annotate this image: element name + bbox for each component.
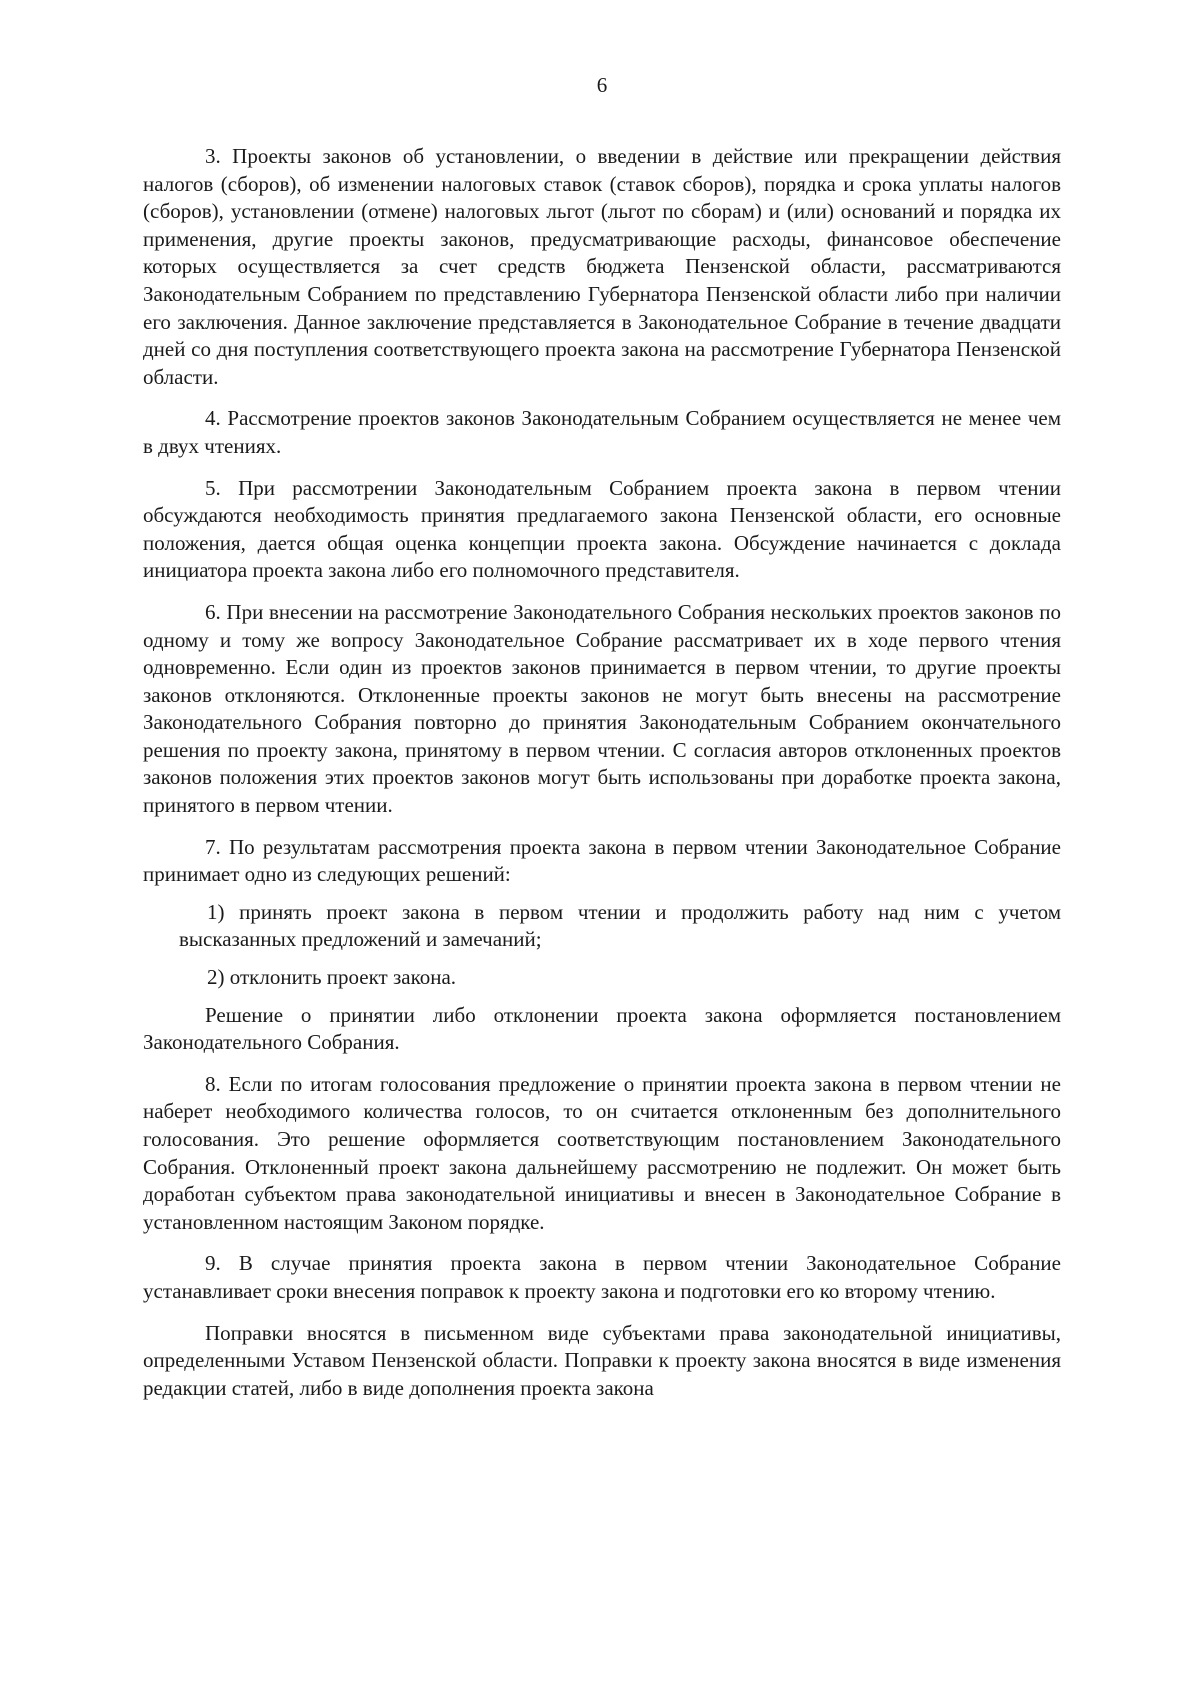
paragraph-5: 5. При рассмотрении Законодательным Собранием проекта закона в первом чтении обсуждаются необходимость принятия предлагаемого закона Пензенской области, его основные положения, дается общая оценка концепции проекта закона. Обсуждение начинается с доклада инициатора проекта закона либо его полномочного представителя.	[143, 475, 1061, 583]
paragraph-9-amendments: Поправки вносятся в письменном виде субъектами права законодательной инициативы, определенными Уставом Пензенской области. Поправки к проекту закона вносятся в виде изменения редакции статей, либо в виде дополнения проекта закона	[143, 1320, 1061, 1400]
list-item-2: 2) отклонить проект закона.	[207, 965, 457, 990]
paragraph-7: 7. По результатам рассмотрения проекта закона в первом чтении Законодательное Собрание принимает одно из следующих решений:	[143, 834, 1061, 887]
page-number: 6	[596, 73, 608, 97]
paragraph-9: 9. В случае принятия проекта закона в первом чтении Законодательное Собрание устанавливает сроки внесения поправок к проекту закона и подготовки его ко второму чтению.	[143, 1251, 1061, 1303]
list-item-1: 1) принять проект закона в первом чтении и продолжить работу над ним с учетом высказанных предложений и замечаний;	[179, 899, 1061, 952]
document-page	[143, 0, 1061, 1697]
paragraph-3: 3. Проекты законов об установлении, о введении в действие или прекращении действия налогов (сборов), об изменении налоговых ставок (ставок сборов), порядка и срока уплаты налогов (сборов), установлении (отмене) налоговых льгот (льгот по сборам) и (или) оснований и порядка их применения, другие проекты законов, предусматривающие расходы, финансовое обеспечение которых осуществляется за счет средств бюджета Пензенской области, рассматриваются Законодательным Собранием по представлению Губернатора Пензенской области либо при наличии его заключения. Данное заключение представляется в Законодательное Собрание в течение двадцати дней со дня поступления соответствующего проекта закона на рассмотрение Губернатора Пензенской области.	[143, 144, 1061, 389]
paragraph-4: 4. Рассмотрение проектов законов Законодательным Собранием осуществляется не менее чем в двух чтениях.	[143, 406, 1061, 458]
paragraph-8: 8. Если по итогам голосования предложение о принятии проекта закона в первом чтении не наберет необходимого количества голосов, то он считается отклоненным без дополнительного голосования. Это решение оформляется соответствующим постановлением Законодательного Собрания. Отклоненный проект закона дальнейшему рассмотрению не подлежит. Он может быть доработан субъектом права законодательной инициативы и внесен в Законодательное Собрание в установленном настоящим Законом порядке.	[143, 1071, 1061, 1234]
paragraph-7-decision: Решение о принятии либо отклонении проекта закона оформляется постановлением Законодательного Собрания.	[143, 1002, 1061, 1055]
document-body	[143, 143, 1061, 1416]
paragraph-6: 6. При внесении на рассмотрение Законодательного Собрания нескольких проектов законов по одному и тому же вопросу Законодательное Собрание рассматривает их в ходе первого чтения одновременно. Если один из проектов законов принимается в первом чтении, то другие проекты законов отклоняются. Отклоненные проекты законов не могут быть внесены на рассмотрение Законодательного Собрания повторно до принятия Законодательным Собранием окончательного решения по проекту закона, принятому в первом чтении. С согласия авторов отклоненных проектов законов положения этих проектов законов могут быть использованы при доработке проекта закона, принятого в первом чтении.	[143, 599, 1061, 818]
